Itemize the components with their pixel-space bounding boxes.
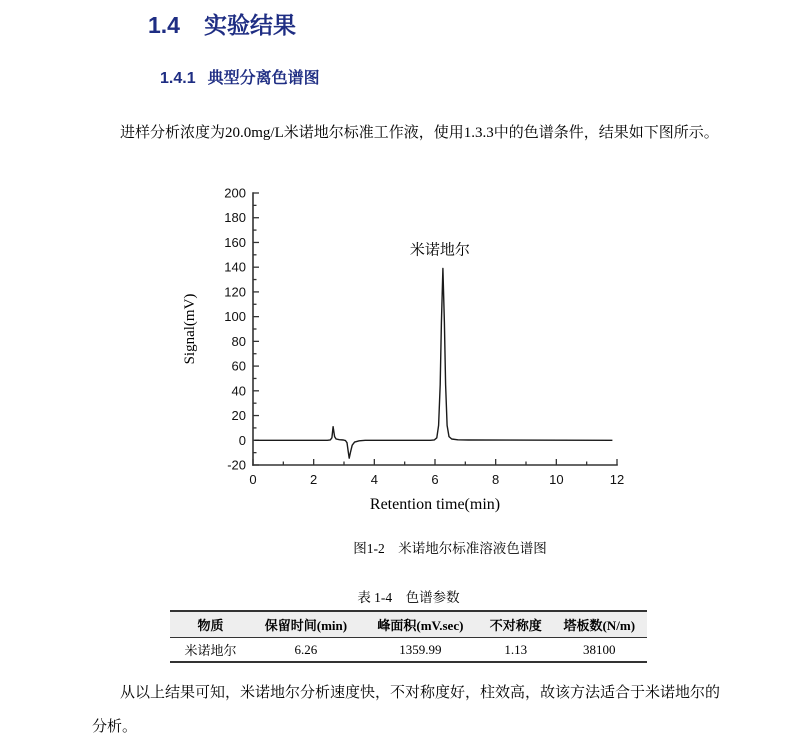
y-tick-label: 180	[224, 210, 246, 226]
y-tick-label: 40	[231, 383, 246, 399]
col-header-substance: 物质	[170, 611, 251, 638]
col-header-peak-area: 峰面积(mV.sec)	[361, 611, 480, 638]
intro-paragraph: 进样分析浓度为20.0mg/L米诺地尔标准工作液，使用1.3.3中的色谱条件，结果如下图所示。	[120, 125, 719, 141]
table-row	[170, 638, 647, 663]
x-tick-label: 6	[431, 472, 439, 487]
col-header-asymmetry: 不对称度	[480, 611, 552, 638]
chromatogram-chart	[180, 185, 640, 520]
peak-annotation-label: 米诺地尔	[409, 242, 470, 259]
y-tick-label: 200	[224, 185, 246, 201]
cell-substance: 米诺地尔	[184, 643, 237, 658]
cell-asymmetry: 1.13	[504, 641, 528, 657]
y-tick-label: 20	[231, 408, 246, 424]
x-tick-label: 0	[249, 472, 257, 487]
parameters-table-block	[170, 586, 647, 663]
y-axis-title: Signal(mV)	[182, 293, 198, 365]
section-heading	[148, 11, 296, 39]
x-tick-label: 12	[609, 472, 625, 487]
conclusion-paragraph: 从以上结果可知，米诺地尔分析速度快，不对称度好，柱效高，故该方法适合于米诺地尔的分析。	[92, 685, 721, 735]
chromatography-parameters-table	[170, 610, 647, 663]
cell-retention: 6.26	[294, 641, 318, 657]
subsection-heading	[160, 68, 320, 90]
cell-plates: 38100	[583, 641, 616, 657]
y-tick-label: 80	[231, 333, 246, 349]
y-tick-label: 120	[224, 284, 246, 300]
y-tick-label: 60	[231, 358, 246, 374]
x-tick-label: 4	[370, 472, 378, 487]
x-tick-label: 2	[310, 472, 318, 487]
section-number: 1.4	[148, 12, 180, 38]
section-title: 实验结果	[203, 12, 296, 38]
x-axis-title: Retention time(min)	[369, 496, 501, 513]
y-tick-label: 0	[238, 432, 246, 448]
y-tick-label: 140	[224, 259, 246, 275]
cell-peak-area: 1359.99	[399, 641, 442, 657]
y-tick-label: -20	[227, 457, 246, 473]
subsection-title: 典型分离色谱图	[207, 70, 320, 87]
col-header-plates: 塔板数(N/m)	[552, 611, 647, 638]
y-tick-label: 160	[224, 234, 246, 250]
x-tick-label: 10	[549, 472, 564, 487]
chromatogram-trace	[255, 268, 613, 458]
y-tick-label: 100	[224, 309, 246, 325]
figure-caption: 图1-2 米诺地尔标准溶液色谱图	[353, 541, 547, 556]
col-header-retention: 保留时间(min)	[251, 611, 361, 638]
x-tick-label: 8	[492, 472, 500, 487]
subsection-number: 1.4.1	[160, 70, 196, 87]
table-title: 表 1-4 色谱参数	[357, 590, 460, 605]
table-header-row	[170, 611, 647, 638]
chromatogram-figure	[180, 185, 640, 520]
